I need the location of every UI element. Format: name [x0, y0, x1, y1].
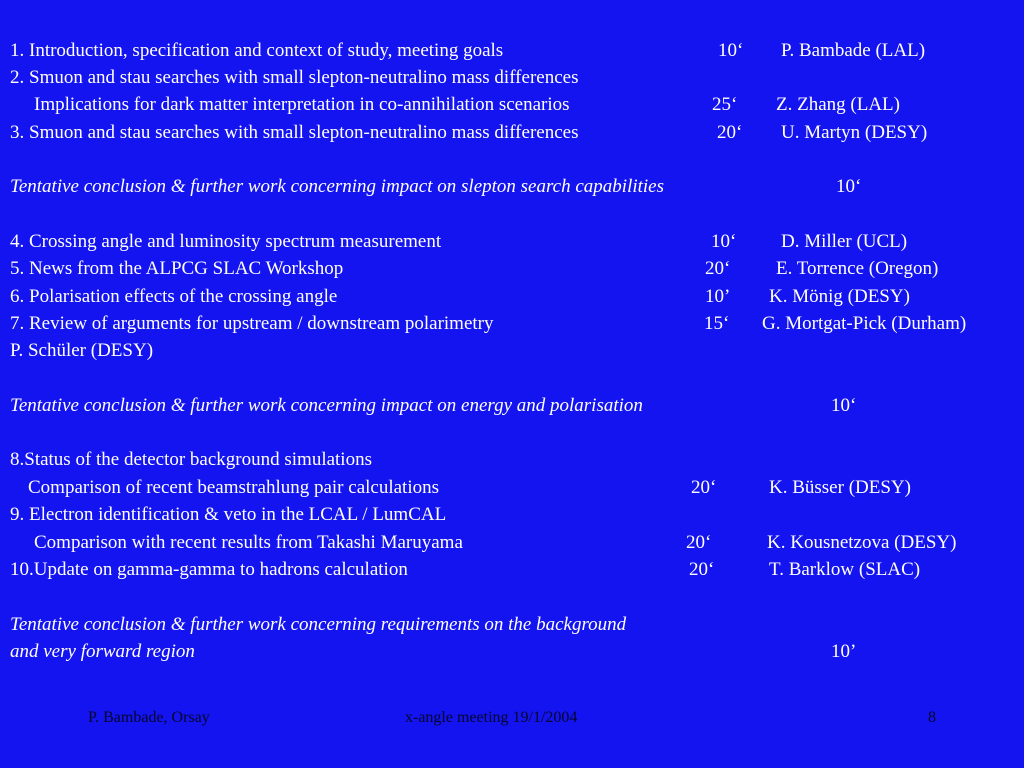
item-8b-speaker: K. Büsser (DESY): [769, 477, 911, 498]
item-1-title: 1. Introduction, specification and context of study, meeting goals: [10, 40, 504, 61]
item-2b-title: Implications for dark matter interpretation in co-annihilation scenarios: [34, 94, 570, 115]
item-10-title: 10.Update on gamma-gamma to hadrons calculation: [10, 559, 408, 580]
item-5-title: 5. News from the ALPCG SLAC Workshop: [10, 258, 344, 279]
item-4-duration: 10‘: [711, 231, 737, 252]
item-2b-duration: 25‘: [712, 94, 738, 115]
conclusion-1-title: Tentative conclusion & further work concerning impact on slepton search capabilities: [10, 176, 665, 197]
item-5-duration: 20‘: [705, 258, 731, 279]
item-10-duration: 20‘: [689, 559, 715, 580]
footer-meeting: x-angle meeting 19/1/2004: [405, 709, 578, 726]
conclusion-2-duration: 10‘: [831, 395, 857, 416]
item-5-speaker: E. Torrence (Oregon): [776, 258, 939, 279]
footer-author: P. Bambade, Orsay: [88, 709, 210, 726]
item-3-title: 3. Smuon and stau searches with small slepton-neutralino mass differences: [10, 122, 579, 143]
item-6-duration: 10’: [705, 286, 731, 307]
item-4-title: 4. Crossing angle and luminosity spectrum measurement: [10, 231, 442, 252]
item-10-speaker: T. Barklow (SLAC): [769, 559, 921, 580]
item-7-duration: 15‘: [704, 313, 730, 334]
item-7b-speaker: P. Schüler (DESY): [10, 340, 154, 361]
item-9b-speaker: K. Kousnetzova (DESY): [767, 532, 957, 553]
item-1-speaker: P. Bambade (LAL): [781, 40, 926, 61]
item-1-duration: 10‘: [718, 40, 744, 61]
item-8b-duration: 20‘: [691, 477, 717, 498]
item-4-speaker: D. Miller (UCL): [781, 231, 908, 252]
item-8b-title: Comparison of recent beamstrahlung pair calculations: [28, 477, 440, 498]
footer-page-number: 8: [928, 709, 936, 726]
conclusion-3-duration: 10’: [831, 641, 857, 662]
item-9-title: 9. Electron identification & veto in the LCAL / LumCAL: [10, 504, 447, 525]
conclusion-3-line-1: Tentative conclusion & further work concerning requirements on the background: [10, 614, 627, 635]
item-8-title: 8.Status of the detector background simulations: [10, 449, 372, 470]
item-3-speaker: U. Martyn (DESY): [781, 122, 928, 143]
item-2b-speaker: Z. Zhang (LAL): [776, 94, 900, 115]
item-9b-title: Comparison with recent results from Takashi Maruyama: [34, 532, 463, 553]
conclusion-3-line-2: and very forward region: [10, 641, 195, 662]
item-7-title: 7. Review of arguments for upstream / downstream polarimetry: [10, 313, 494, 334]
item-6-speaker: K. Mönig (DESY): [769, 286, 910, 307]
item-3-duration: 20‘: [717, 122, 743, 143]
conclusion-2-title: Tentative conclusion & further work concerning impact on energy and polarisation: [10, 395, 643, 416]
item-9b-duration: 20‘: [686, 532, 712, 553]
item-2-title: 2. Smuon and stau searches with small slepton-neutralino mass differences: [10, 67, 579, 88]
item-6-title: 6. Polarisation effects of the crossing angle: [10, 286, 338, 307]
conclusion-1-duration: 10‘: [836, 176, 862, 197]
item-7-speaker: G. Mortgat-Pick (Durham): [762, 313, 967, 334]
